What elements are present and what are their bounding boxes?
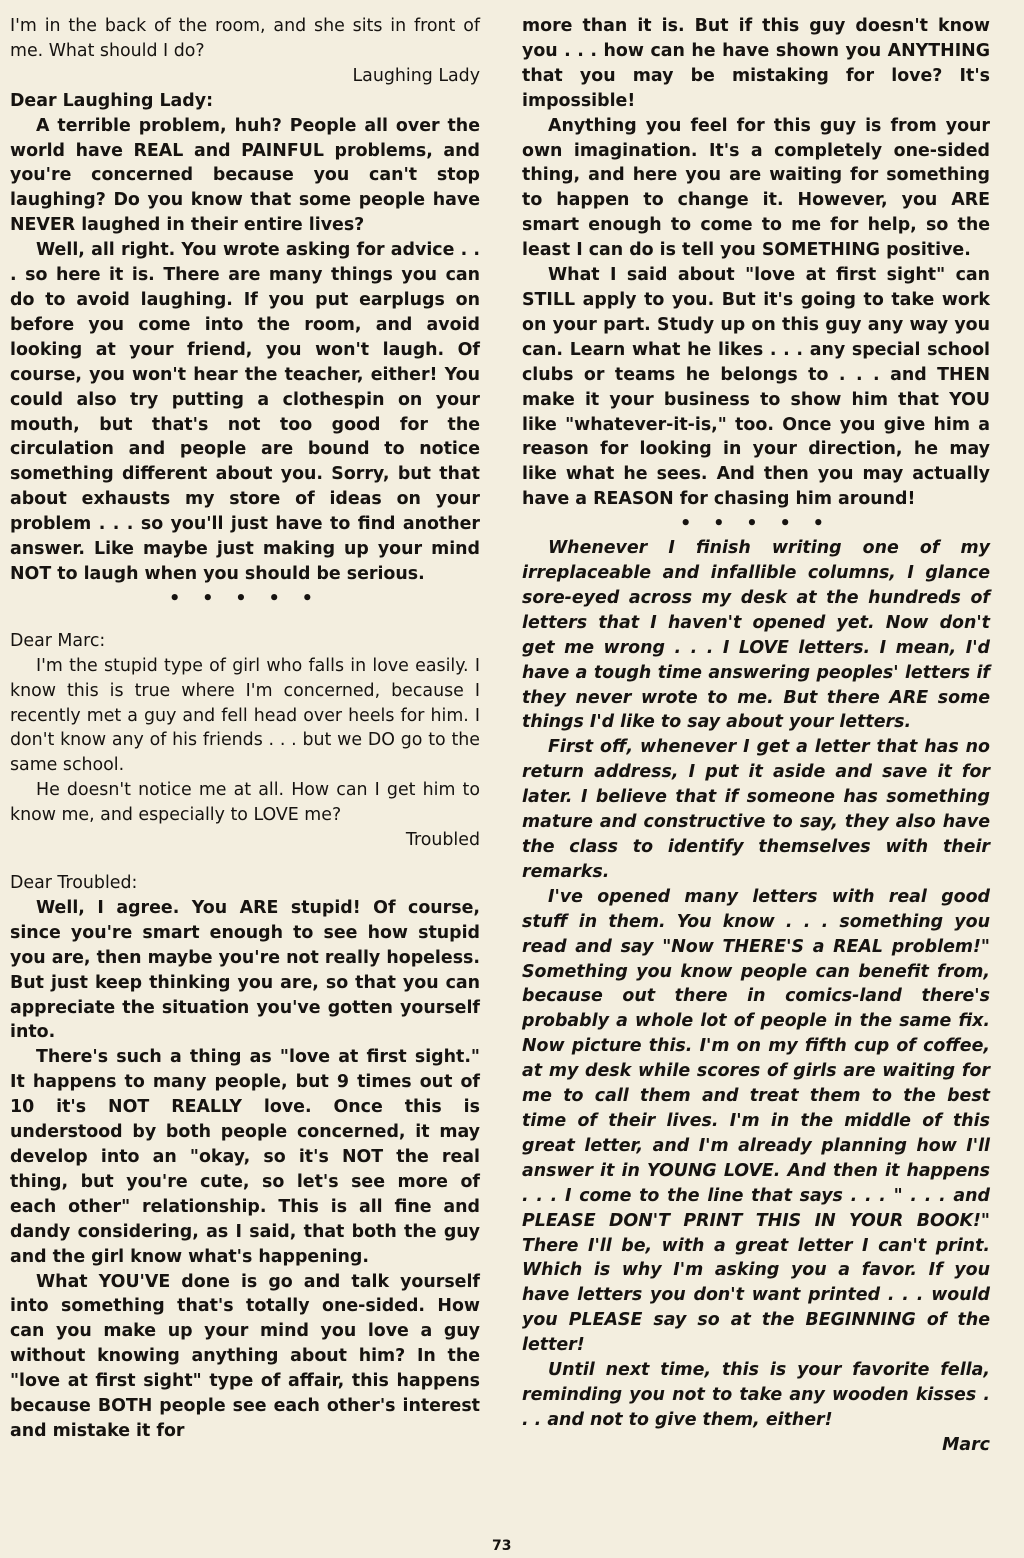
reply2-paragraph-5: What I said about "love at first sight" can STILL apply to you. But it's going to take work on your part. Study up on this guy any way you can. Learn what he likes . . . any special school clubs or teams he belongs to . . . and THEN make it your business to show him that YOU like "whatever-it-is," too. Once you give him a reason for looking in your direction, he may like what he sees. And then you may actually have a REASON for chasing him around! — [522, 265, 990, 510]
reply1-paragraph-2: Well, all right. You wrote asking for advice . . . so here it is. There are many things you can do to avoid laughing. If you put earplugs on before you come into the room, and avoid looking at your friend, you won't laugh. Of course, you won't hear the teacher, either! You could also try putting a clothespin on your mouth, but that's not too good for the circulation and people are bound to notice something different about you. Sorry, but that about exhausts my store of ideas on your problem . . . so you'll just have to find another answer. Like maybe just making up your mind NOT to laugh when you should be serious. — [10, 240, 480, 584]
closing-paragraph-4: Until next time, this is your favorite fella, reminding you not to take any wooden kisses . . . and not to give them, either! — [522, 1360, 990, 1430]
closing-paragraph-1: Whenever I finish writing one of my irreplaceable and infallible columns, I glance sore-eyed across my desk at the hundreds of letters that I haven't opened yet. Now don't get me wrong . . . I LOVE letters. I mean, I'd have a tough time answering peoples' letters if they never wrote to me. But there ARE some things I'd like to say about your letters. — [522, 538, 990, 733]
closing-paragraph-3: I've opened many letters with real good stuff in them. You know . . . something you read and say "Now THERE'S a REAL problem!" Something you know people can benefit from, because out there in comics-land there's probably a whole lot of people in the same fix. Now picture this. I'm on my fifth cup of coffee, at my desk while scores of girls are waiting for me to call them and treat them to the best time of their lives. I'm in the middle of this great letter, and I'm already planning how I'll answer it in YOUNG LOVE. And then it happens . . . I come to the line that says . . . " . . . and PLEASE DON'T PRINT THIS IN YOUR BOOK!" There I'll be, with a great letter I can't print. Which is why I'm asking you a favor. If you have letters you don't want printed . . . would you PLEASE say so at the BEGINNING of the letter! — [522, 886, 990, 1356]
letter2-salutation: Dear Marc: — [10, 630, 106, 651]
reply1-salutation: Dear Laughing Lady: — [10, 90, 214, 111]
spacer — [10, 853, 480, 871]
letter2-paragraph-1: I'm the stupid type of girl who falls in love easily. I know this is true where I'm concerned, because I recently met a guy and fell head over heels for him. I don't know any of his friends . . . but we DO go to the same school. — [10, 655, 480, 776]
spacer — [10, 611, 480, 629]
reply2-paragraph-2: There's such a thing as "love at first sight." It happens to many people, but 9 times out of 10 it's NOT REALLY love. Once this is understood by both people concerned, it may develop into an "okay, so it's NOT the real thing, but you're cute, so let's see more of each other" relationship. This is all fine and dandy considering, as I said, that both the guy and the girl know what's happening. — [10, 1047, 480, 1267]
reply2-paragraph-3: What YOU'VE done is go and talk yourself into something that's totally one-sided. How can you make up your mind you love a guy without knowing anything about him? In the "love at first sight" type of affair, this happens because BOTH people see each other's interest and mistake it for — [10, 1271, 480, 1441]
letter2-paragraph-2: He doesn't notice me at all. How can I get him to know me, and especially to LOVE me? — [10, 780, 480, 826]
closing-signature: Marc — [942, 1434, 990, 1455]
right-column — [522, 14, 990, 1458]
section-separator-left: • • • • • — [169, 588, 321, 609]
letter1-tail: I'm in the back of the room, and she sits in front of me. What should I do? — [10, 16, 480, 61]
letter2-signature: Troubled — [405, 830, 480, 851]
reply2-paragraph-1: Well, I agree. You ARE stupid! Of course, since you're smart enough to see how stupid you are, then maybe you're not really hopeless. But just keep thinking you are, so that you can appreciate the situation you've gotten yourself into. — [10, 897, 480, 1043]
section-separator-right: • • • • • — [680, 514, 832, 535]
reply2-paragraph-4: Anything you feel for this guy is from your own imagination. It's a completely one-sided thing, and here you are waiting for something to happen to change it. However, you ARE smart enough to come to me for help, so the least I can do is tell you SOMETHING positive. — [522, 115, 990, 261]
letter1-signature: Laughing Lady — [352, 65, 480, 86]
reply2-salutation: Dear Troubled: — [10, 873, 138, 893]
reply1-paragraph-1: A terrible problem, huh? People all over the world have REAL and PAINFUL problems, and you're concerned because you can't stop laughing? Do you know that some people have NEVER laughed in their entire lives? — [10, 115, 480, 236]
closing-paragraph-2: First off, whenever I get a letter that has no return address, I put it aside and save it for later. I believe that if someone has something mature and constructive to say, they also have the class to identify themselves with their remarks. — [522, 737, 990, 882]
page-number: 73 — [492, 1538, 512, 1554]
left-column — [10, 14, 480, 1444]
reply2-paragraph-3-continued: more than it is. But if this guy doesn't know you . . . how can he have shown you ANYTHING that you may be mistaking for love? It's impossible! — [522, 16, 990, 111]
